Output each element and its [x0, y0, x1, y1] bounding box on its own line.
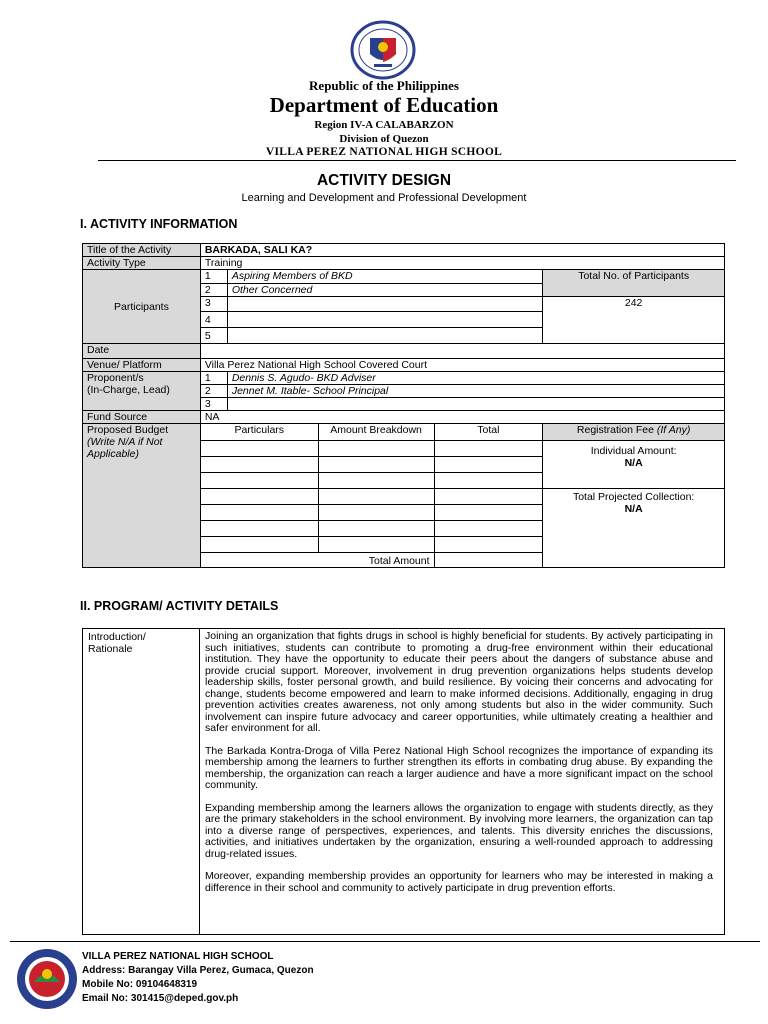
- participant-value: [227, 312, 542, 328]
- individual-amount-label: Individual Amount:: [590, 445, 677, 457]
- republic-line: Republic of the Philippines: [309, 78, 459, 93]
- division-line: Division of Quezon: [339, 133, 429, 145]
- participant-value: Aspiring Members of BKD: [227, 270, 542, 284]
- total-participants-value: 242: [543, 297, 725, 344]
- date-value: [200, 344, 724, 359]
- proponent-label: [83, 372, 201, 411]
- rationale-paragraph: Moreover, expanding membership provides an opportunity for learners who may be interested in making a difference in their school and community to actively participate in drug prevention efforts.: [205, 870, 713, 894]
- proponent-label-line1: Proponent/s: [87, 372, 144, 384]
- type-label: Activity Type: [83, 257, 201, 270]
- region-line: Region IV-A CALABARZON: [314, 119, 454, 131]
- budget-cell: [200, 489, 318, 505]
- deped-seal-icon: [350, 20, 416, 80]
- participant-value: [227, 297, 542, 312]
- budget-cell: [434, 489, 543, 505]
- budget-cell: [434, 441, 543, 457]
- proponent-num: 3: [200, 398, 227, 411]
- activity-info-table: [82, 243, 725, 568]
- section-program-details: II. PROGRAM/ ACTIVITY DETAILS: [80, 599, 279, 613]
- participant-num: 1: [200, 270, 227, 284]
- budget-cell: [318, 441, 434, 457]
- registration-fee-note: (If Any): [656, 424, 691, 436]
- venue-label: Venue/ Platform: [83, 359, 201, 372]
- participant-value: Other Concerned: [227, 283, 542, 297]
- budget-col-particulars: Particulars: [200, 424, 318, 441]
- proponent-num: 2: [200, 385, 227, 398]
- type-value: Training: [200, 257, 724, 270]
- budget-cell: [200, 473, 318, 489]
- budget-cell: [434, 457, 543, 473]
- budget-cell: [434, 537, 543, 553]
- budget-cell: [318, 457, 434, 473]
- details-text: [205, 631, 713, 905]
- document-subtitle: Learning and Development and Professional Development: [241, 192, 527, 204]
- venue-value: Villa Perez National High School Covered Court: [200, 359, 724, 372]
- budget-cell: [318, 489, 434, 505]
- footer-mobile: Mobile No: 09104648319: [82, 979, 198, 990]
- individual-amount-value: N/A: [624, 457, 643, 469]
- title-value: BARKADA, SALI KA?: [200, 244, 724, 257]
- budget-cell: [200, 441, 318, 457]
- budget-note: (Write N/A if Not Applicable): [87, 436, 163, 460]
- budget-col-amount: Amount Breakdown: [318, 424, 434, 441]
- title-label: Title of the Activity: [83, 244, 201, 257]
- header-divider: [98, 160, 736, 161]
- registration-fee-text: Registration Fee: [576, 424, 654, 436]
- proponent-value: Dennis S. Agudo- BKD Adviser: [227, 372, 724, 385]
- details-box: [82, 628, 725, 935]
- total-participants-label: Total No. of Participants: [543, 270, 725, 297]
- projected-collection-cell: [543, 489, 725, 568]
- school-line: VILLA PEREZ NATIONAL HIGH SCHOOL: [265, 146, 503, 158]
- participant-num: 3: [200, 297, 227, 312]
- participant-value: [227, 328, 542, 344]
- total-amount-value: [434, 553, 543, 568]
- registration-fee-label: [543, 424, 725, 441]
- participant-num: 2: [200, 283, 227, 297]
- rationale-paragraph: Joining an organization that fights drugs in school is highly beneficial for students. By actively participating in such initiatives, students can contribute to promoting a drug-free environment within their educational institution. They have the opportunity to educate their peers about the dangers of substance abuse and provide crucial support. Moreover, involvement in drug prevention organizations helps students develop leadership skills, foster personal growth, and build resilience. By voicing their concerns and advocating for change, students become empowered and learn to make informed decisions. Additionally, engaging in drug prevention activities creates awareness, not only among students but also in the wider community. Such involvement can inspire future advocacy and career opportunities, while ultimately creating a healthier and safer environment for all.: [205, 630, 713, 734]
- fund-value: NA: [200, 411, 724, 424]
- section-activity-information: I. ACTIVITY INFORMATION: [80, 217, 238, 231]
- budget-cell: [318, 521, 434, 537]
- date-label: Date: [83, 344, 201, 359]
- rationale-paragraph: The Barkada Kontra-Droga of Villa Perez National High School recognizes the importance of expanding its membership among the learners to further strengthen its efforts in combating drug abuse. By expanding the membership, the organization can reach a larger audience and have a more significant impact on the school community.: [205, 744, 713, 791]
- budget-cell: [318, 505, 434, 521]
- details-label: [83, 629, 200, 934]
- budget-cell: [318, 537, 434, 553]
- budget-col-total: Total: [434, 424, 543, 441]
- projected-collection-value: N/A: [624, 503, 643, 515]
- proponent-label-line2: (In-Charge, Lead): [87, 384, 170, 396]
- budget-cell: [200, 521, 318, 537]
- participant-num: 4: [200, 312, 227, 328]
- details-label-line2: Rationale: [88, 643, 133, 655]
- budget-cell: [434, 473, 543, 489]
- footer-divider: [10, 941, 760, 942]
- school-logo-icon: [16, 948, 78, 1010]
- budget-cell: [200, 505, 318, 521]
- details-label-line1: Introduction/: [88, 631, 146, 643]
- footer-email: Email No: 301415@deped.gov.ph: [82, 993, 239, 1004]
- footer-address: Address: Barangay Villa Perez, Gumaca, Quezon: [82, 965, 314, 976]
- budget-cell: [200, 457, 318, 473]
- department-title: Department of Education: [269, 93, 499, 117]
- budget-cell: [434, 521, 543, 537]
- document-title: ACTIVITY DESIGN: [316, 172, 452, 189]
- participants-label: Participants: [83, 270, 201, 344]
- proponent-value: [227, 398, 724, 411]
- footer-school: VILLA PEREZ NATIONAL HIGH SCHOOL: [82, 951, 274, 962]
- budget-label-text: Proposed Budget: [87, 424, 169, 436]
- budget-cell: [200, 537, 318, 553]
- rationale-paragraph: Expanding membership among the learners allows the organization to engage with students directly, as they are the primary stakeholders in the school environment. By involving more learners, the organization can tap into a diverse range of perspectives, experiences, and talents. This diversity enriches the discussions, activities, and initiatives undertaken by the organization, ensuring a well-rounded approach to addressing drug-related issues.: [205, 801, 713, 860]
- proponent-value: Jennet M. Itable- School Principal: [227, 385, 724, 398]
- fund-label: Fund Source: [83, 411, 201, 424]
- proponent-num: 1: [200, 372, 227, 385]
- individual-amount-cell: [543, 441, 725, 489]
- budget-label: [83, 424, 201, 568]
- projected-collection-label: Total Projected Collection:: [572, 491, 695, 503]
- participant-num: 5: [200, 328, 227, 344]
- budget-cell: [434, 505, 543, 521]
- total-amount-label: Total Amount: [200, 553, 434, 568]
- budget-cell: [318, 473, 434, 489]
